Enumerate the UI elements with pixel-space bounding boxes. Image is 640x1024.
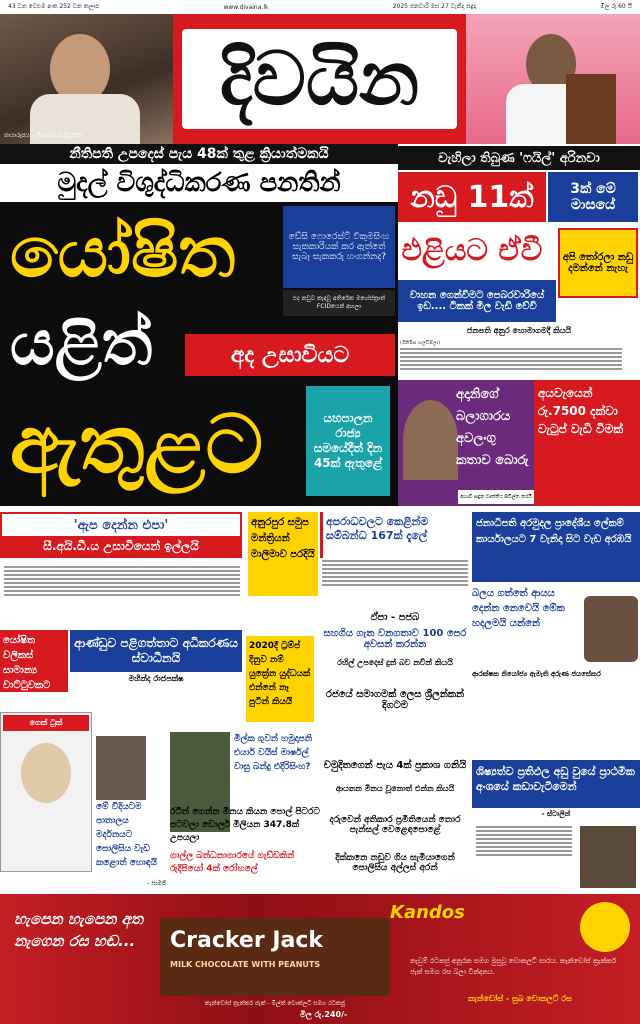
- thorala-box: අපි තෝරලා නඩු දමන්නේ නැහැ: [558, 228, 638, 298]
- right-photo: [466, 14, 640, 144]
- dadshan-story: දරුවෙන් අතිකාර ප්‍රමිතියෙන් තොර පැන්සල් වෙළෙඳපොළේ: [329, 815, 461, 835]
- ad-right-brand: කැන්ඩෝස් - සුඛ චොකලට් රස: [468, 994, 572, 1003]
- ad-product-sub: MILK CHOCOLATE WITH PEANUTS: [170, 960, 321, 969]
- ad-left-text: හැපෙන හැපෙන අත නැගෙන රස හඬ...: [14, 910, 143, 950]
- apara-body: [322, 560, 468, 586]
- price-label: මිල රු.60 යි: [600, 3, 632, 10]
- shishyathwa-body: [476, 826, 572, 856]
- anura-story: අනුරපුර සමුප මන්ත්‍රියන් මාලිමාව පරදියි: [248, 512, 318, 596]
- adani-caption: අභාවි සඳුන වෘත්තීය සිවිල්ත කරයි: [458, 490, 534, 504]
- masthead-title: දිවයින: [219, 35, 420, 122]
- photo-caption: ඡායාරූපය - නිශාන් එස්.ප්‍රියන්ත: [4, 132, 83, 139]
- chamudi-story: චමුදිතගෙන් පැය 4ක් ප්‍රකාශ ගනියි: [323, 759, 467, 771]
- fuel-story: රටින් ගෙන්න මිනය කියන පොල් පිටරට පටවලා ඩොලර් මිලියන 347.8ක් උපයලා: [170, 807, 320, 843]
- vat-story: [534, 380, 640, 506]
- yoshitha-ward-story: යෝෂිත වලිකස් සාමාන්‍ය වාට්ටුවකට: [0, 630, 68, 692]
- ad-product-name: Cracker Jack: [170, 928, 324, 953]
- masthead: [173, 14, 466, 144]
- apa-story: [0, 512, 242, 558]
- aanduwa-story: ආණ්ඩුව පළිගත්තාට අධිකරණය ස්වාධීනයි: [70, 630, 242, 672]
- cartoon-panel: [0, 712, 92, 872]
- file-kicker: වැහිලා තිබුණ 'ෆයිල්' අරිනවා: [398, 146, 640, 170]
- cases-big-1: නඩු 11ක්: [398, 172, 546, 222]
- janapathi-story: ජනාධිපති අරමුදල ප්‍රාදේශීය ලේකම් කාර්යාලයට 7 වැනිදා සිට වැඩ අරඹයි: [472, 512, 640, 582]
- ad-seal: [580, 902, 630, 952]
- lead-blue-note: එද නඩුව කැඳවූ අතිරේක මහේස්ත්‍රාත් FCIDයෙන් අහලා: [283, 290, 395, 316]
- adani-headline: අදානිගේ බලාගාරය අවලංගු කතාව බොරු: [456, 387, 529, 468]
- lead-kicker: නීතිපති උපදෙස් පැය 48ක් තුළ ක්‍රියාත්මකයි: [0, 144, 398, 164]
- lead-teal-box: යහපාලන රාජ්‍ය සමයේදීත් දින 45ක් ඇතුළේ: [306, 386, 390, 496]
- balaya-photo: [584, 596, 638, 662]
- publication-date: 2025 ජනවාරි මස 27 වැනිදා සඳුදා: [392, 3, 477, 10]
- stalin-photo: [580, 826, 636, 888]
- shishyathwa-story: ශිෂ්‍යත්ව ප්‍රතිඵල අඩු වුයේ ප්‍රාථමික අංශයේ කඩාවැටීමෙන්: [472, 760, 640, 808]
- president-byline: (ඊනිමිස හලඩිපිලා): [400, 340, 441, 346]
- milk-story: මිල්ක ගුවන් හමුදාපති එයාර් වයිස් මාර්ෂල් වාසු බන්දු එදිරිසිංහ?: [234, 734, 313, 772]
- left-photo: [0, 14, 173, 144]
- cases-big-2: එළියට ඒවී: [398, 224, 546, 276]
- vehicles-box: වාහන ගෙන්වීමට පෙබරවාරියේ ඉඩ.... ටිකක් මිල වැඩි වේවි: [398, 280, 556, 322]
- ad-brand: Kandos: [390, 902, 465, 923]
- balaya-byline: ආරක්ෂක නියෝජ්‍ය ඇමැති අරුණ ජයසේකර: [472, 670, 601, 678]
- balaya-story: [472, 586, 640, 706]
- ad-price: මිල රු.240/-: [300, 1010, 348, 1019]
- sahagaya-story: සහගිය ගැන වනගතාව 100 පෙර අවසන් කරන්න: [323, 628, 467, 650]
- lead-blue-question: ඩේසි ෆොරෙස්ට් විකුමසිංහ සැකකාරියක් කර ඇත්තේ සැබෑ සැකකරු හංගන්නද?: [283, 206, 395, 288]
- lead-line-1: යෝෂිත: [10, 211, 236, 293]
- police-byline: - සාමජි: [147, 880, 166, 887]
- president-quote: ජනපති අනුර හොමාගමදී කියයි: [466, 326, 572, 335]
- police-photo: [96, 736, 146, 800]
- shishyathwa-byline: - ස්ටාලින්: [541, 810, 571, 818]
- issue-number: 43 වන වෙළුම අංක 252 වන කලාප: [8, 3, 100, 10]
- apara-story: අපරාධවලට කෙළින්ම සම්බන්ධ 167ක් දැලේ: [320, 512, 470, 558]
- right-top-story: [398, 144, 640, 380]
- apa-sub: සී.අයි.ඩී.ය උසාවියෙන් ඉල්ලයි: [2, 536, 240, 556]
- apa-body: [4, 566, 240, 596]
- rahil-story: රහිල් උපදෙස් දුන් බව නවින් කියයි: [337, 658, 453, 667]
- lead-line-3: ඇතුළට: [10, 398, 263, 491]
- ad-product-pack: [160, 918, 390, 996]
- ad-right-text: නැවුම් රටකජු අනූරන සමග මුසුවූ චොකලට් සාරය. කැන්ඩෝස් ක්‍රැක්කර් ජැක් සමග රස බලා වින්දනය.: [410, 957, 617, 976]
- balaya-headline: බලය ගත්තේ ආයය දෙන්න නෙවෙයි මේක හදලමයි යන්නේ: [472, 588, 565, 629]
- eppa-heading: ඵ්පා - පජබ: [370, 611, 420, 623]
- advertisement[interactable]: [0, 894, 640, 1024]
- president-body: [400, 348, 622, 370]
- ad-caption: කැන්ඩෝස් ක්‍රැක්කර් ජැක් - මිල්ක් චොක්ලට් සමග රටකජු: [205, 1000, 345, 1007]
- lead-story: [0, 144, 398, 506]
- top-bar: [0, 0, 640, 14]
- adani-story: [398, 380, 534, 506]
- months-box: 3ක් මේ මාසයේ: [548, 172, 638, 222]
- sri-lanka-story: රජයේ සමාගමක් ලෙස ශ්‍රීලන්කන් දිගටම: [325, 689, 465, 711]
- website-link[interactable]: www.divaina.lk: [223, 3, 269, 11]
- lead-line-2: යළිත්: [10, 306, 153, 379]
- vat-headline: අයවැයෙන් රු.7500 දක්වා වැටුප් වැඩි වීමක්: [538, 386, 623, 436]
- dilukshan-story: දික්කනෙ නඩුව ගිය සැමියාගෙන් පොලිසිය අල්ලස් අරන්: [335, 853, 455, 873]
- trump-story: 2020දී ට්‍රම්ප් දිනුව නම් යුක්‍රේන යුද්ධයක් එන්නේ නෑ පුටින් කියයි: [246, 636, 314, 722]
- lead-subhead: මුදල් විශුද්ධිකරණ පනතින්: [0, 164, 398, 202]
- apa-title: 'ඇප දෙන්න එපා': [73, 517, 169, 533]
- haiti-story: ආයතන මිනය වූනොත් එන්න කියයි: [335, 784, 455, 793]
- cartoon-title: ගෙක් ටුක්: [3, 715, 89, 731]
- remand-banner: අද උසාවියට: [185, 334, 395, 376]
- galle-story: ගාල්ල බන්ධනාගාරයේ ගැඩ්ඩකින් රුදීපියෝ 4ක් රෝහලේ: [170, 851, 295, 874]
- aanduwa-byline: මහින්ද රාජපක්ෂ: [128, 674, 184, 683]
- police-story: මේ විදියටම පාතාලය මර්දනයට පොලිසිය වැඩ කළොත් හොඳයි: [96, 802, 157, 868]
